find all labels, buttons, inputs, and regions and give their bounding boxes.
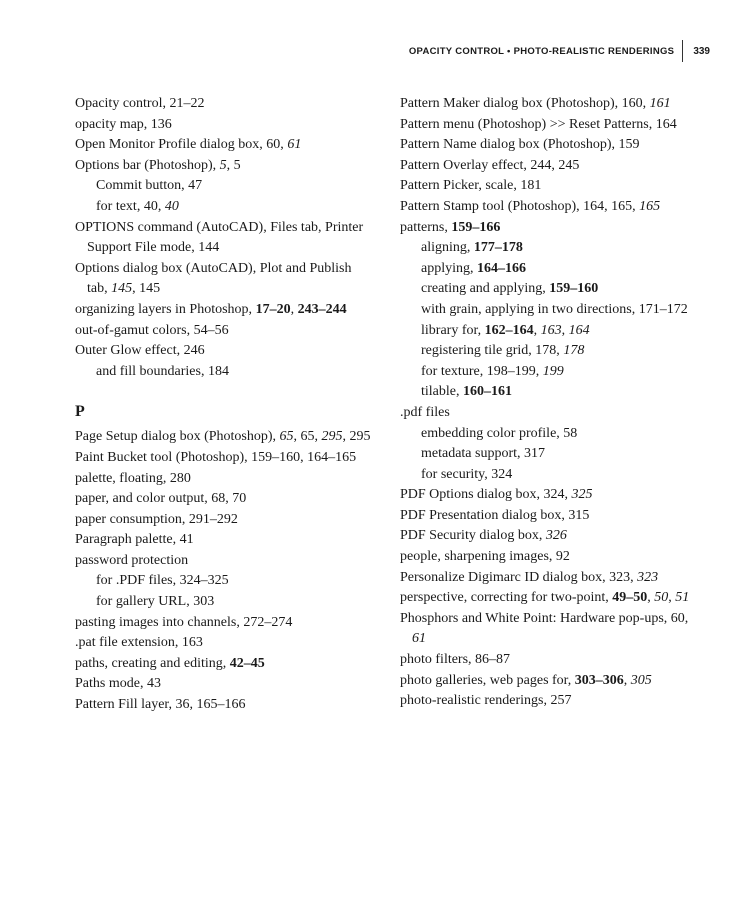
page-ref-italic: 199 — [542, 363, 564, 379]
page-ref-italic: 165 — [639, 198, 661, 214]
index-entry — [400, 671, 700, 692]
index-subentry — [400, 362, 700, 383]
entry-text: Paint Bucket tool (Photoshop), 159–160, 164–165 — [75, 449, 357, 465]
entry-text: perspective, correcting for two-point, — [400, 590, 613, 606]
entry-text: Open Monitor Profile dialog box, 60, — [75, 137, 288, 153]
index-entry — [400, 218, 700, 239]
entry-text: Pattern menu (Photoshop) >> Reset Patterns, 164 — [400, 116, 677, 132]
entry-text: for .PDF files, 324–325 — [96, 573, 229, 589]
page-ref-italic: 325 — [571, 487, 593, 503]
index-entry — [75, 551, 375, 572]
index-subentry — [75, 571, 375, 592]
entry-text: pasting images into channels, 272–274 — [75, 614, 293, 630]
entry-text: PDF Presentation dialog box, 315 — [400, 507, 590, 523]
index-entry — [75, 695, 375, 716]
entry-text: , — [623, 672, 631, 688]
page-ref-italic: 61 — [287, 137, 302, 153]
index-entry — [400, 568, 700, 589]
entry-text: paths, creating and editing, — [75, 655, 230, 671]
entry-text: palette, floating, 280 — [75, 470, 191, 486]
entry-text: applying, — [421, 260, 477, 276]
index-entry — [400, 135, 700, 156]
page-ref-bold: 303–306 — [574, 672, 624, 688]
index-entry — [400, 115, 700, 136]
entry-text: out-of-gamut colors, 54–56 — [75, 322, 229, 338]
entry-text: , 145 — [132, 281, 161, 297]
entry-text: people, sharpening images, 92 — [400, 549, 570, 565]
page-ref-italic: 323 — [637, 569, 659, 585]
entry-text: and fill boundaries, 184 — [96, 363, 229, 379]
entry-text: embedding color profile, 58 — [421, 425, 578, 441]
index-entry — [75, 259, 375, 300]
index-entry — [400, 526, 700, 547]
entry-text: Page Setup dialog box (Photoshop), — [75, 429, 280, 445]
entry-text: library for, — [421, 322, 485, 338]
page-ref-bold: 17–20 — [255, 301, 291, 317]
entry-text: photo-realistic renderings, 257 — [400, 693, 572, 709]
page-ref-italic: 164 — [568, 322, 590, 338]
page-ref-bold: 243–244 — [297, 301, 347, 317]
entry-text: Phosphors and White Point: Hardware pop-ups, 60, — [400, 610, 689, 626]
index-entry — [75, 469, 375, 490]
page-ref-bold: 159–160 — [549, 281, 599, 297]
entry-text: for texture, 198–199, — [421, 363, 543, 379]
entry-text: paper, and color output, 68, 70 — [75, 491, 247, 507]
index-subentry — [400, 259, 700, 280]
entry-text: paper consumption, 291–292 — [75, 511, 238, 527]
index-entry — [75, 530, 375, 551]
page-ref-italic: 178 — [563, 343, 585, 359]
page-ref-italic: 145 — [111, 281, 133, 297]
entry-text: Pattern Name dialog box (Photoshop), 159 — [400, 137, 640, 153]
index-entry — [400, 485, 700, 506]
index-column-right — [400, 94, 700, 712]
entry-text: Pattern Picker, scale, 181 — [400, 178, 542, 194]
index-entry — [400, 650, 700, 671]
index-entry — [75, 156, 375, 177]
entry-text: PDF Options dialog box, 324, — [400, 487, 572, 503]
entry-text: Pattern Fill layer, 36, 165–166 — [75, 697, 246, 713]
entry-text: , — [668, 590, 676, 606]
index-entry — [400, 403, 700, 424]
index-subentry — [400, 382, 700, 403]
entry-text: for text, 40, — [96, 198, 165, 214]
entry-text: P — [75, 403, 85, 421]
entry-text: for gallery URL, 303 — [96, 594, 215, 610]
entry-text: Pattern Maker dialog box (Photoshop), 160, — [400, 96, 650, 111]
index-subentry — [400, 300, 700, 321]
entry-text: password protection — [75, 552, 189, 568]
index-entry — [75, 135, 375, 156]
entry-text: registering tile grid, 178, — [421, 343, 564, 359]
index-entry — [400, 588, 700, 609]
entry-text: Pattern Overlay effect, 244, 245 — [400, 157, 580, 173]
page-ref-italic: 5 — [219, 157, 227, 173]
index-entry — [400, 609, 700, 650]
entry-text: Paths mode, 43 — [75, 676, 161, 692]
entry-text: Personalize Digimarc ID dialog box, 323, — [400, 569, 638, 585]
section-letter-heading — [75, 401, 375, 423]
index-entry — [400, 691, 700, 712]
page-ref-italic: 65 — [279, 429, 294, 445]
index-entry — [75, 115, 375, 136]
index-entry — [75, 300, 375, 321]
index-subentry — [400, 424, 700, 445]
index-entry — [400, 197, 700, 218]
entry-text: tilable, — [421, 384, 463, 400]
index-entry — [400, 176, 700, 197]
entry-text: Opacity control, 21–22 — [75, 96, 205, 111]
entry-text: creating and applying, — [421, 281, 550, 297]
entry-text: Options dialog box (AutoCAD), Plot and Publish tab, — [75, 260, 352, 297]
index-subentry — [75, 197, 375, 218]
entry-text: with grain, applying in two directions, 171–172 — [421, 301, 688, 317]
page-number: 339 — [693, 45, 710, 57]
index-column-left — [75, 94, 375, 716]
entry-text: Pattern Stamp tool (Photoshop), 164, 165, — [400, 198, 640, 214]
index-entry — [75, 321, 375, 342]
entry-text: .pat file extension, 163 — [75, 635, 203, 651]
index-entry — [75, 341, 375, 362]
entry-text: Options bar (Photoshop), — [75, 157, 220, 173]
entry-text: photo filters, 86–87 — [400, 652, 511, 668]
page-ref-italic: 163 — [540, 322, 562, 338]
entry-text: , — [561, 322, 569, 338]
index-entry — [75, 427, 375, 448]
page-ref-bold: 164–166 — [477, 260, 526, 276]
entry-text: , — [533, 322, 541, 338]
index-entry — [75, 654, 375, 675]
running-title: OPACITY CONTROL • PHOTO-REALISTIC RENDERINGS — [408, 45, 675, 57]
entry-text: , 65, — [293, 429, 322, 445]
entry-text: OPTIONS command (AutoCAD), Files tab, Printer Support File mode, 144 — [75, 219, 364, 256]
page-ref-bold: 162–164 — [484, 322, 534, 338]
page-ref-bold: 159–166 — [451, 219, 501, 235]
index-subentry — [400, 238, 700, 259]
page-ref-bold: 49–50 — [612, 590, 648, 606]
index-entry — [400, 547, 700, 568]
index-subentry — [75, 592, 375, 613]
page-ref-bold: 160–161 — [463, 384, 512, 400]
page-ref-bold: 42–45 — [229, 655, 265, 671]
index-entry — [75, 218, 375, 259]
index-entry — [75, 448, 375, 469]
page-ref-bold: 177–178 — [473, 240, 523, 256]
page-ref-italic: 295 — [321, 429, 343, 445]
entry-text: patterns, — [400, 219, 452, 235]
entry-text: , 295 — [342, 429, 371, 445]
index-entry — [75, 489, 375, 510]
page-ref-italic: 51 — [675, 590, 690, 606]
running-head — [409, 40, 710, 62]
index-subentry — [400, 321, 700, 342]
index-entry — [75, 613, 375, 634]
entry-text: , 5 — [226, 157, 241, 173]
page-ref-italic: 326 — [545, 528, 567, 544]
index-entry — [75, 510, 375, 531]
page-ref-italic: 61 — [412, 631, 426, 647]
page-ref-italic: 50 — [654, 590, 669, 606]
entry-text: , — [290, 301, 298, 317]
entry-text: organizing layers in Photoshop, — [75, 301, 256, 317]
entry-text: aligning, — [421, 240, 474, 256]
index-entry — [75, 633, 375, 654]
entry-text: Paragraph palette, 41 — [75, 532, 194, 548]
page-ref-italic: 305 — [630, 672, 652, 688]
entry-text: PDF Security dialog box, — [400, 528, 546, 544]
page-ref-italic: 40 — [164, 198, 179, 214]
entry-text: photo galleries, web pages for, — [400, 672, 575, 688]
entry-text: .pdf files — [400, 404, 450, 420]
entry-text: Commit button, 47 — [96, 178, 203, 194]
entry-text: opacity map, 136 — [75, 116, 172, 132]
index-entry — [400, 156, 700, 177]
index-subentry — [400, 341, 700, 362]
index-entry — [75, 94, 375, 115]
entry-text: metadata support, 317 — [421, 446, 546, 462]
index-subentry — [75, 362, 375, 383]
entry-text: , — [647, 590, 655, 606]
index-subentry — [75, 176, 375, 197]
page-ref-italic: 161 — [649, 96, 671, 111]
index-subentry — [400, 444, 700, 465]
index-entry — [75, 674, 375, 695]
index-entry — [400, 506, 700, 527]
index-entry — [400, 94, 700, 115]
index-subentry — [400, 465, 700, 486]
entry-text: for security, 324 — [421, 466, 513, 482]
index-subentry — [400, 279, 700, 300]
entry-text: Outer Glow effect, 246 — [75, 343, 205, 359]
